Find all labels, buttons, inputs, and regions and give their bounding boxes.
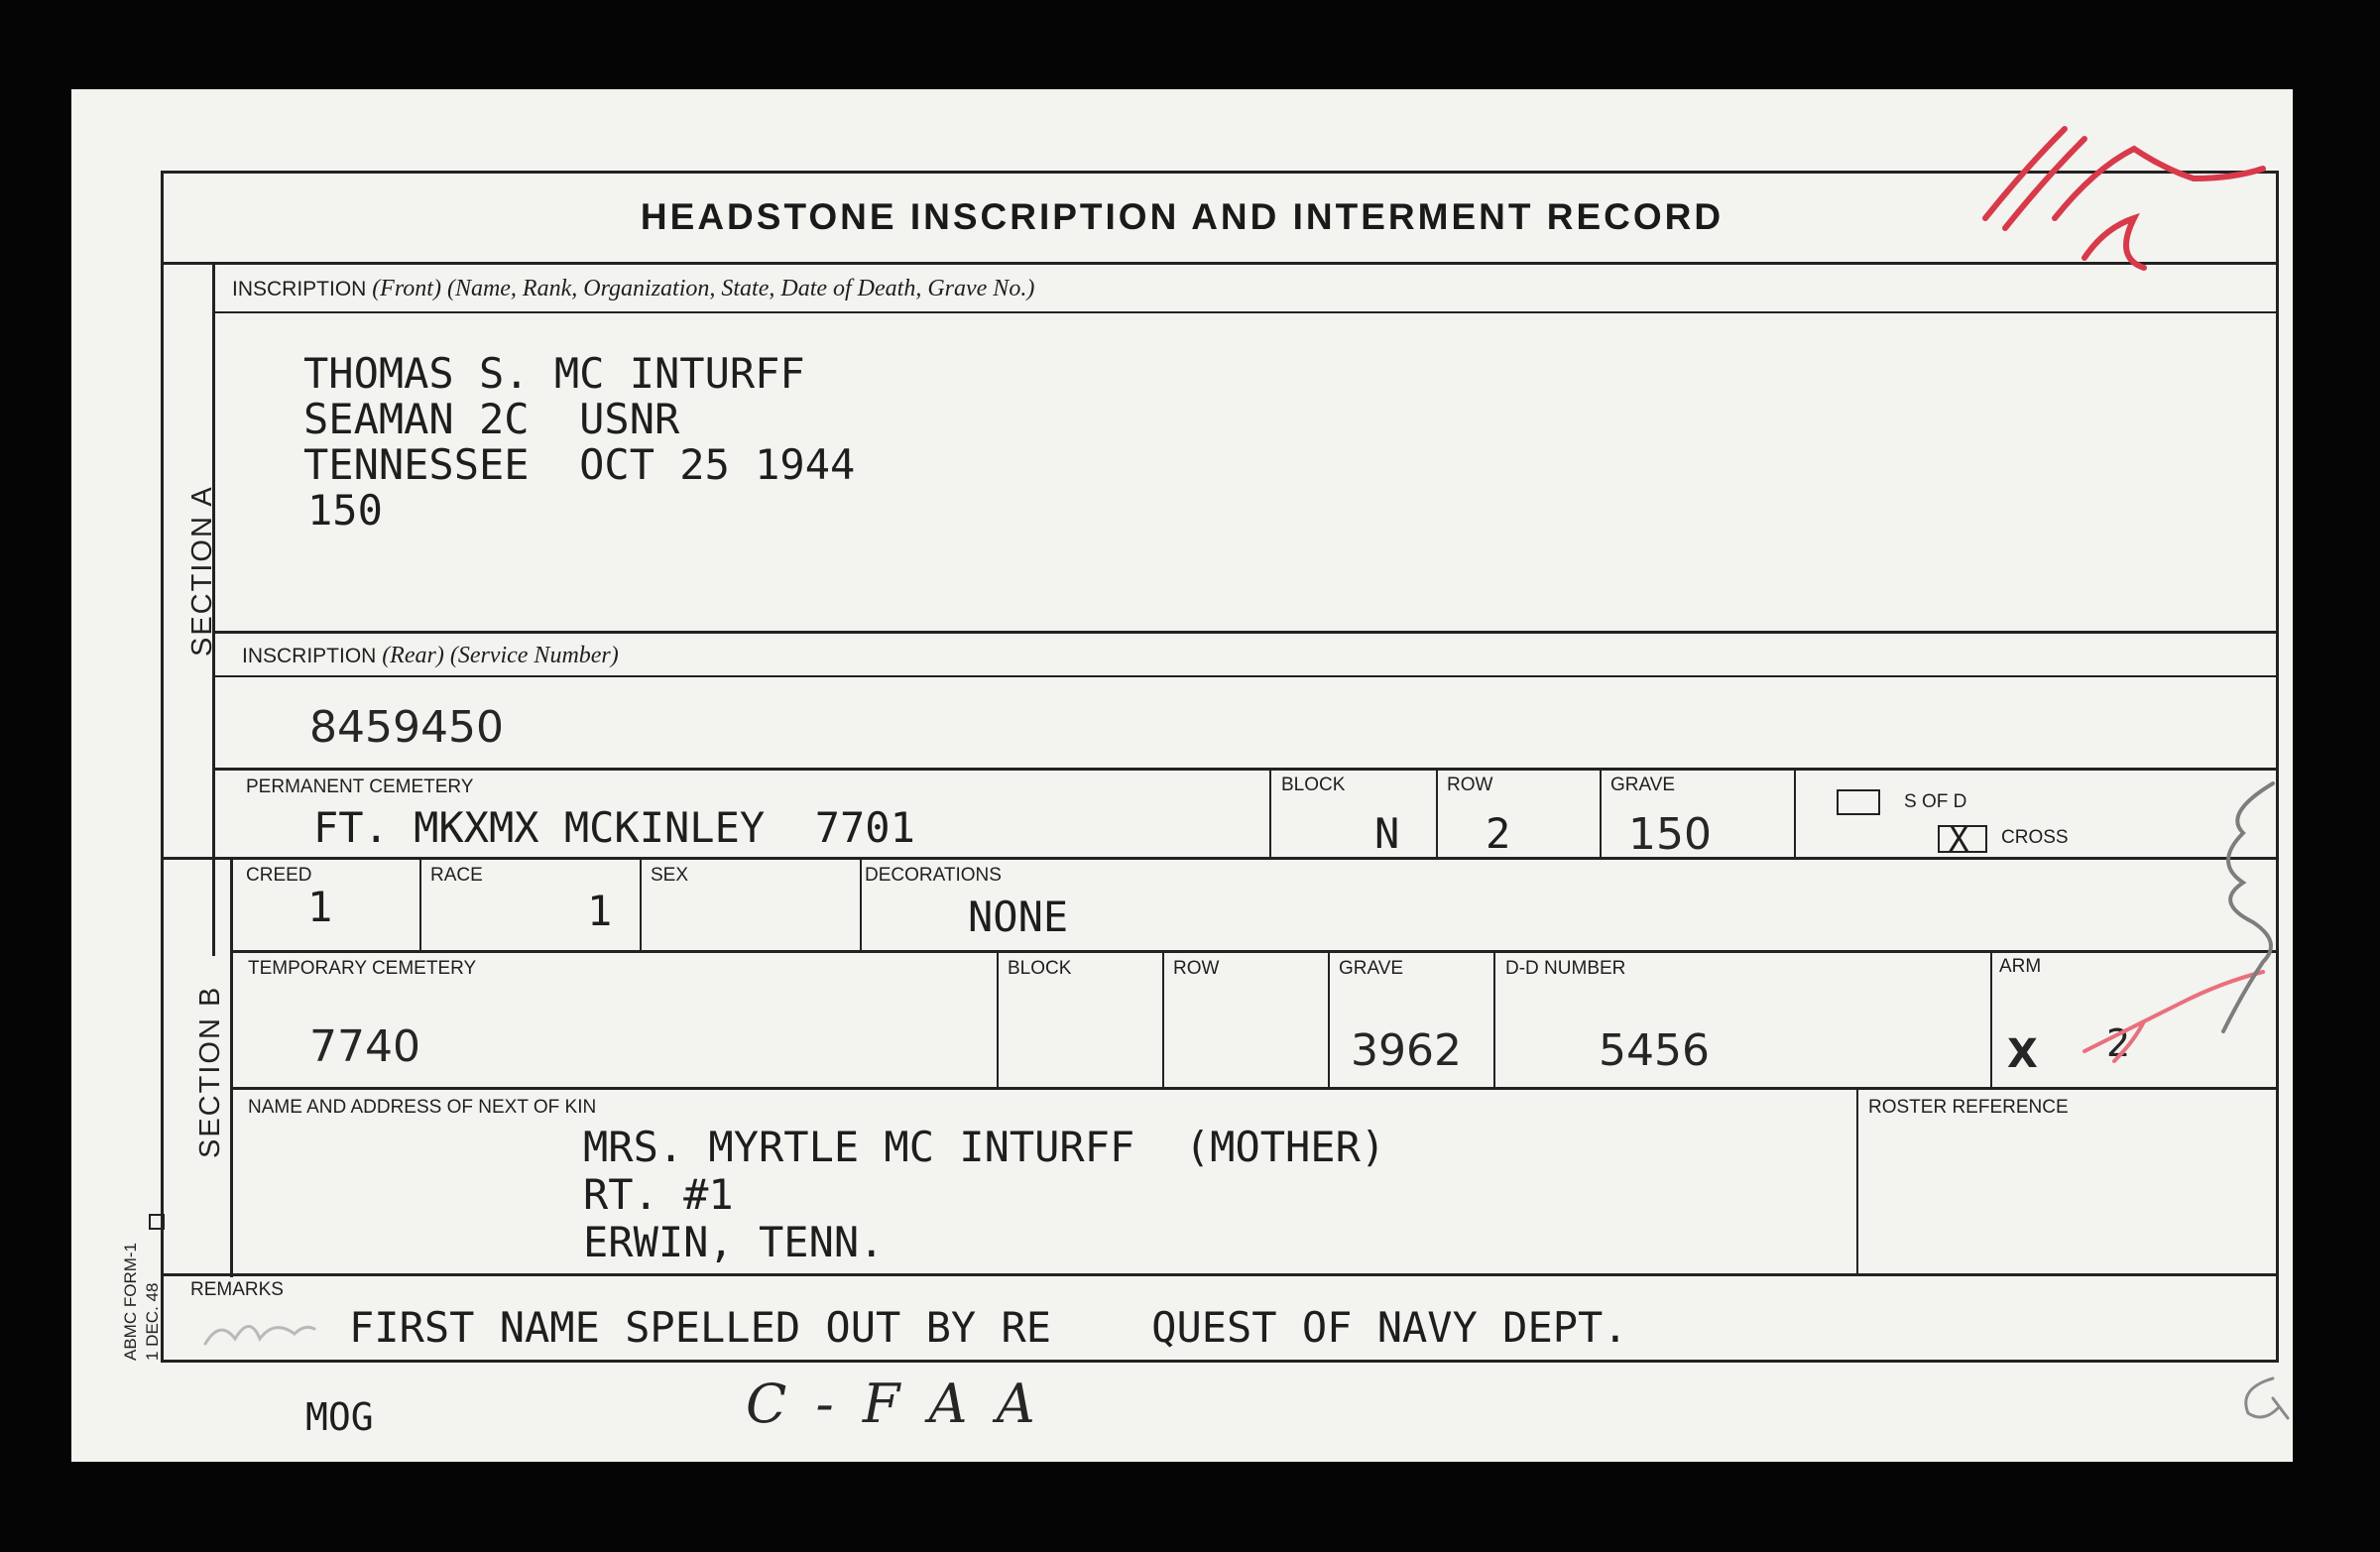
permanent-cemetery-label: PERMANENT CEMETERY [246,776,474,797]
mog-code: MOG [305,1395,374,1439]
front-label-rule [212,311,2279,313]
perm-block-label: BLOCK [1281,775,1346,795]
next-of-kin-line-2: RT. #1 [583,1170,734,1219]
perm-grave-divider [1600,768,1602,857]
record-card [71,89,2293,1462]
rear-inscription-label-italic: (Rear) (Service Number) [382,643,619,668]
temp-arm-divider [1990,950,1992,1087]
front-line-2: SEAMAN 2C USNR [303,395,680,443]
perm-row-value: 2 [1486,809,1511,858]
title-divider [161,262,2279,265]
temp-row-bottom [230,1087,2279,1090]
section-a-label: SECTION A [186,485,218,657]
temp-block-label: BLOCK [1008,958,1072,979]
permanent-cemetery-value: FT. MKXMX MCKINLEY 7701 [313,803,915,852]
dd-number-label: D-D NUMBER [1505,958,1626,979]
creed-value: 1 [307,883,333,931]
race-label: RACE [430,865,483,886]
temp-cemetery-value: 7740 [309,1021,420,1072]
cross-label: CROSS [2001,827,2069,848]
front-line-1: THOMAS S. MC INTURFF [303,349,805,398]
next-of-kin-line-3: ERWIN, TENN. [583,1218,885,1266]
pencil-initials [2233,1369,2293,1428]
creed-row-bottom [230,950,2279,953]
temp-dd-divider [1493,950,1495,1087]
perm-block-divider [1269,768,1271,857]
race-divider [640,857,642,950]
front-line-3: TENNESSEE OCT 25 1944 [303,440,856,489]
perm-block-value: N [1374,809,1400,858]
faint-pencil-note [200,1299,319,1359]
temp-grave-value: 3962 [1351,1025,1462,1076]
creed-label: CREED [246,865,312,886]
temp-cemetery-label: TEMPORARY CEMETERY [248,958,477,979]
temp-grave-label: GRAVE [1339,958,1404,979]
form-id-line-1: ABMC FORM-1 [121,1243,140,1361]
remarks-label: REMARKS [190,1279,284,1300]
sex-divider [860,857,862,950]
race-value: 1 [587,887,613,935]
front-inscription-label-italic: (Front) (Name, Rank, Organization, State, Date of Death, Grave No.) [372,276,1035,301]
pencil-squiggle [2203,774,2293,1061]
perm-row-label: ROW [1447,775,1493,795]
cross-checkmark: X [1949,820,1969,860]
decorations-label: DECORATIONS [865,865,1002,886]
temp-row-label: ROW [1173,958,1220,979]
section-b-label: SECTION B [194,985,226,1158]
form-title: HEADSTONE INSCRIPTION AND INTERMENT RECORD [640,196,1725,237]
service-number: 8459450 [309,702,504,753]
form-id-checkbox [149,1214,165,1230]
section-b-spine [230,857,233,1277]
service-area-bottom [212,768,2279,771]
roster-divider [1856,1087,1858,1273]
dd-number-value: 5456 [1599,1025,1710,1076]
remarks-value: FIRST NAME SPELLED OUT BY RE QUEST OF NAVY DEPT. [349,1303,1628,1352]
front-line-4: 150 [307,486,383,535]
roster-reference-label: ROSTER REFERENCE [1868,1097,2069,1118]
red-pencil-mark [1965,109,2283,278]
perm-marker-divider [1794,768,1796,857]
s-of-d-label: S OF D [1904,791,1967,812]
creed-divider [419,857,421,950]
rear-label-rule [212,675,2279,677]
rear-inscription-label-plain: INSCRIPTION [242,645,377,667]
rear-inscription-label [242,643,619,669]
decorations-value: NONE [968,893,1069,941]
form-id-line-2: 1 DEC. 48 [143,1282,162,1361]
sex-label: SEX [651,865,689,886]
arm-mark: X [2007,1031,2038,1077]
s-of-d-checkbox [1837,789,1880,815]
next-of-kin-line-1: MRS. MYRTLE MC INTURFF (MOTHER) [583,1123,1386,1171]
temp-row-divider [1162,950,1164,1087]
next-of-kin-label: NAME AND ADDRESS OF NEXT OF KIN [248,1097,597,1118]
front-inscription-label [232,276,1034,302]
temp-grave-divider [1328,950,1330,1087]
temp-block-divider [997,950,999,1087]
arm-label: ARM [1999,956,2042,977]
front-area-bottom [212,631,2279,634]
perm-row-divider [1436,768,1438,857]
arm-value: 2 [2106,1021,2131,1065]
front-inscription-label-plain: INSCRIPTION [232,278,367,300]
perm-grave-value: 150 [1628,809,1712,860]
next-of-kin-bottom [161,1273,2279,1276]
handwritten-code: C - F A A [746,1373,1041,1435]
perm-grave-label: GRAVE [1610,775,1676,795]
